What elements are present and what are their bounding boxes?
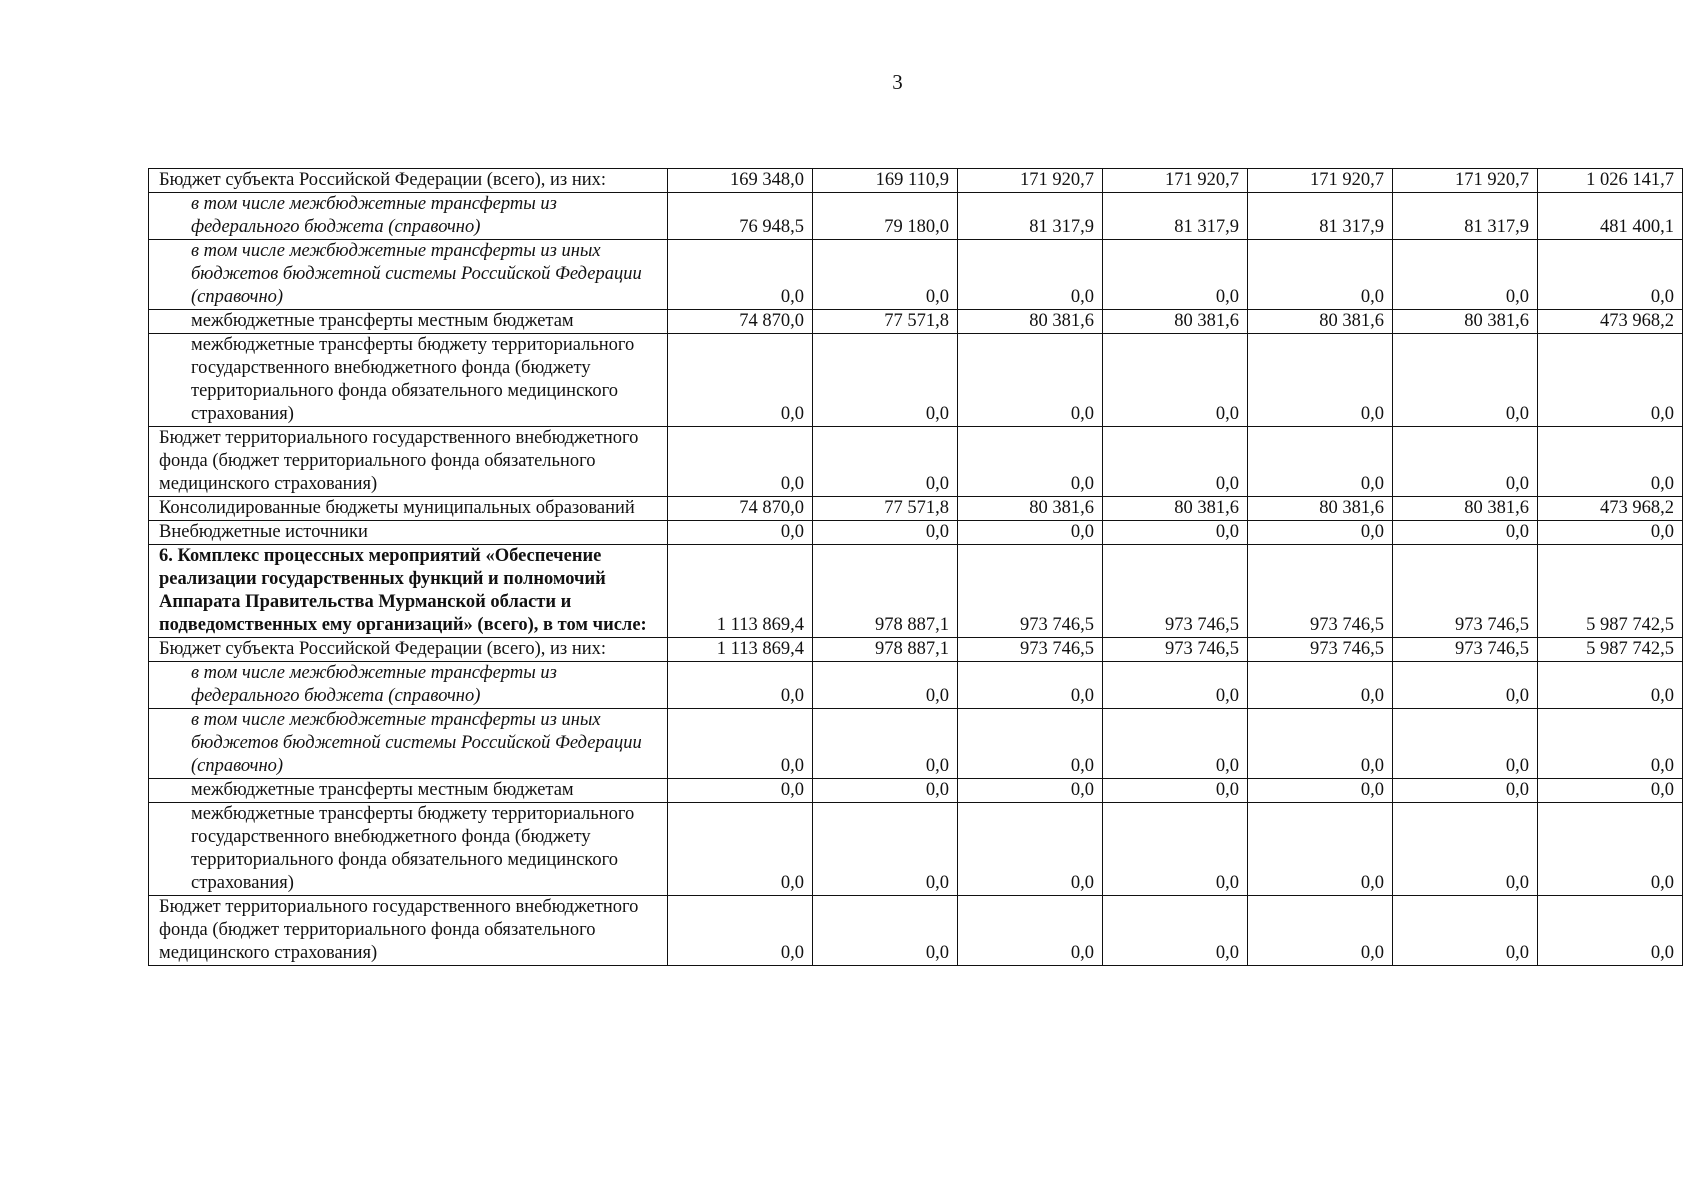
- value-cell: 0,0: [668, 803, 813, 896]
- value-cell: 0,0: [1393, 334, 1538, 427]
- value-cell: 0,0: [813, 662, 958, 709]
- value-cell: 0,0: [813, 334, 958, 427]
- value-cell: 80 381,6: [1103, 310, 1248, 334]
- value-cell: 0,0: [1393, 803, 1538, 896]
- row-label: Бюджет субъекта Российской Федерации (всего), из них:: [159, 639, 607, 659]
- value-cell: 81 317,9: [958, 193, 1103, 240]
- row-label: в том числе межбюджетные трансферты из иных бюджетов бюджетной системы Российской Федерации (справочно): [191, 710, 642, 776]
- value-cell: 171 920,7: [1248, 169, 1393, 193]
- table-row: [149, 427, 1683, 497]
- value-cell: 0,0: [1538, 334, 1683, 427]
- value-cell: 1 113 869,4: [668, 638, 813, 662]
- value-cell: 0,0: [1538, 896, 1683, 966]
- value-cell: 0,0: [668, 896, 813, 966]
- value-cell: 1 026 141,7: [1538, 169, 1683, 193]
- value-cell: 0,0: [1248, 427, 1393, 497]
- value-cell: 171 920,7: [1103, 169, 1248, 193]
- value-cell: 973 746,5: [1248, 545, 1393, 638]
- value-cell: 79 180,0: [813, 193, 958, 240]
- value-cell: 169 110,9: [813, 169, 958, 193]
- value-cell: 81 317,9: [1103, 193, 1248, 240]
- value-cell: 978 887,1: [813, 545, 958, 638]
- value-cell: 0,0: [1538, 779, 1683, 803]
- value-cell: 0,0: [958, 240, 1103, 310]
- value-cell: 74 870,0: [668, 497, 813, 521]
- table-row: [149, 521, 1683, 545]
- value-cell: 0,0: [1248, 709, 1393, 779]
- value-cell: 0,0: [1538, 427, 1683, 497]
- value-cell: 0,0: [958, 896, 1103, 966]
- value-cell: 0,0: [1103, 709, 1248, 779]
- value-cell: 74 870,0: [668, 310, 813, 334]
- value-cell: 0,0: [1248, 803, 1393, 896]
- value-cell: 0,0: [1393, 662, 1538, 709]
- value-cell: 0,0: [1538, 662, 1683, 709]
- page-number: 3: [892, 70, 903, 94]
- value-cell: 0,0: [1248, 240, 1393, 310]
- value-cell: 80 381,6: [1393, 497, 1538, 521]
- row-label-cell: [149, 193, 668, 240]
- row-label-cell: [149, 427, 668, 497]
- row-label: в том числе межбюджетные трансферты из федерального бюджета (справочно): [191, 663, 557, 706]
- value-cell: 973 746,5: [958, 638, 1103, 662]
- value-cell: 0,0: [813, 427, 958, 497]
- value-cell: 80 381,6: [1393, 310, 1538, 334]
- value-cell: 0,0: [668, 334, 813, 427]
- table-row: [149, 709, 1683, 779]
- row-label: Внебюджетные источники: [159, 522, 368, 542]
- value-cell: 0,0: [1248, 896, 1393, 966]
- row-label: Бюджет субъекта Российской Федерации (всего), из них:: [159, 170, 607, 190]
- value-cell: 0,0: [1538, 240, 1683, 310]
- value-cell: 0,0: [1538, 709, 1683, 779]
- value-cell: 80 381,6: [1248, 497, 1393, 521]
- value-cell: 0,0: [1393, 521, 1538, 545]
- value-cell: 80 381,6: [958, 310, 1103, 334]
- value-cell: 0,0: [668, 521, 813, 545]
- value-cell: 0,0: [813, 779, 958, 803]
- value-cell: 0,0: [1393, 709, 1538, 779]
- value-cell: 0,0: [1103, 896, 1248, 966]
- row-label-cell: [149, 896, 668, 966]
- table-row: [149, 803, 1683, 896]
- value-cell: 0,0: [813, 240, 958, 310]
- row-label-cell: [149, 310, 668, 334]
- value-cell: 0,0: [1103, 803, 1248, 896]
- value-cell: 0,0: [1103, 521, 1248, 545]
- value-cell: 0,0: [1393, 240, 1538, 310]
- row-label-cell: [149, 638, 668, 662]
- value-cell: 0,0: [668, 779, 813, 803]
- value-cell: 1 113 869,4: [668, 545, 813, 638]
- table-row: [149, 896, 1683, 966]
- value-cell: 0,0: [958, 427, 1103, 497]
- value-cell: 0,0: [813, 521, 958, 545]
- value-cell: 171 920,7: [1393, 169, 1538, 193]
- value-cell: 0,0: [668, 662, 813, 709]
- row-label-cell: [149, 803, 668, 896]
- value-cell: 81 317,9: [1248, 193, 1393, 240]
- value-cell: 0,0: [813, 709, 958, 779]
- value-cell: 169 348,0: [668, 169, 813, 193]
- value-cell: 80 381,6: [1248, 310, 1393, 334]
- value-cell: 0,0: [813, 803, 958, 896]
- row-label-cell: [149, 497, 668, 521]
- row-label: 6. Комплекс процессных мероприятий «Обеспечение реализации государственных функций и полномочий Аппарата Правительства Мурманской области и подведомственных ему организаций» (всего), в том числе:: [159, 546, 647, 635]
- value-cell: 0,0: [668, 709, 813, 779]
- table-row: [149, 193, 1683, 240]
- value-cell: 0,0: [958, 662, 1103, 709]
- value-cell: 0,0: [1393, 896, 1538, 966]
- value-cell: 76 948,5: [668, 193, 813, 240]
- value-cell: 0,0: [1538, 521, 1683, 545]
- value-cell: 0,0: [958, 803, 1103, 896]
- value-cell: 473 968,2: [1538, 310, 1683, 334]
- table-row: [149, 169, 1683, 193]
- value-cell: 0,0: [1103, 334, 1248, 427]
- row-label: Бюджет территориального государственного внебюджетного фонда (бюджет территориального фонда обязательного медицинского страхования): [159, 428, 639, 494]
- value-cell: 973 746,5: [1393, 638, 1538, 662]
- value-cell: 77 571,8: [813, 310, 958, 334]
- value-cell: 0,0: [958, 779, 1103, 803]
- value-cell: 0,0: [668, 427, 813, 497]
- value-cell: 0,0: [1248, 334, 1393, 427]
- table-row: [149, 779, 1683, 803]
- row-label-cell: [149, 240, 668, 310]
- value-cell: 0,0: [1103, 662, 1248, 709]
- value-cell: 973 746,5: [1103, 545, 1248, 638]
- value-cell: 80 381,6: [1103, 497, 1248, 521]
- value-cell: 0,0: [1538, 803, 1683, 896]
- value-cell: 481 400,1: [1538, 193, 1683, 240]
- table-row: [149, 545, 1683, 638]
- budget-table: [148, 168, 1683, 966]
- value-cell: 0,0: [1248, 779, 1393, 803]
- value-cell: 0,0: [958, 334, 1103, 427]
- table-row: [149, 497, 1683, 521]
- budget-table-body: [149, 169, 1683, 966]
- value-cell: 973 746,5: [1248, 638, 1393, 662]
- table-row: [149, 662, 1683, 709]
- value-cell: 973 746,5: [958, 545, 1103, 638]
- row-label: межбюджетные трансферты местным бюджетам: [191, 780, 574, 800]
- row-label-cell: [149, 521, 668, 545]
- table-row: [149, 638, 1683, 662]
- row-label-cell: [149, 169, 668, 193]
- row-label: межбюджетные трансферты бюджету территориального государственного внебюджетного фонда (бюджету территориального фонда обязательного медицинского страхования): [191, 804, 635, 893]
- value-cell: 0,0: [958, 709, 1103, 779]
- value-cell: 81 317,9: [1393, 193, 1538, 240]
- table-row: [149, 334, 1683, 427]
- value-cell: 0,0: [1103, 240, 1248, 310]
- value-cell: 473 968,2: [1538, 497, 1683, 521]
- row-label-cell: [149, 709, 668, 779]
- value-cell: 0,0: [1103, 427, 1248, 497]
- row-label: Бюджет территориального государственного внебюджетного фонда (бюджет территориального фонда обязательного медицинского страхования): [159, 897, 639, 963]
- value-cell: 171 920,7: [958, 169, 1103, 193]
- value-cell: 5 987 742,5: [1538, 545, 1683, 638]
- value-cell: 0,0: [1393, 779, 1538, 803]
- value-cell: 0,0: [813, 896, 958, 966]
- value-cell: 0,0: [1103, 779, 1248, 803]
- row-label-cell: [149, 334, 668, 427]
- table-row: [149, 310, 1683, 334]
- value-cell: 0,0: [668, 240, 813, 310]
- value-cell: 973 746,5: [1103, 638, 1248, 662]
- value-cell: 5 987 742,5: [1538, 638, 1683, 662]
- row-label: Консолидированные бюджеты муниципальных образований: [159, 498, 635, 518]
- row-label: межбюджетные трансферты бюджету территориального государственного внебюджетного фонда (бюджету территориального фонда обязательного медицинского страхования): [191, 335, 635, 424]
- row-label-cell: [149, 662, 668, 709]
- value-cell: 0,0: [1248, 662, 1393, 709]
- row-label: в том числе межбюджетные трансферты из федерального бюджета (справочно): [191, 194, 557, 237]
- value-cell: 77 571,8: [813, 497, 958, 521]
- value-cell: 973 746,5: [1393, 545, 1538, 638]
- value-cell: 0,0: [958, 521, 1103, 545]
- value-cell: 0,0: [1248, 521, 1393, 545]
- value-cell: 0,0: [1393, 427, 1538, 497]
- row-label-cell: [149, 779, 668, 803]
- value-cell: 80 381,6: [958, 497, 1103, 521]
- row-label-cell: [149, 545, 668, 638]
- row-label: межбюджетные трансферты местным бюджетам: [191, 311, 574, 331]
- value-cell: 978 887,1: [813, 638, 958, 662]
- row-label: в том числе межбюджетные трансферты из иных бюджетов бюджетной системы Российской Федерации (справочно): [191, 241, 642, 307]
- table-row: [149, 240, 1683, 310]
